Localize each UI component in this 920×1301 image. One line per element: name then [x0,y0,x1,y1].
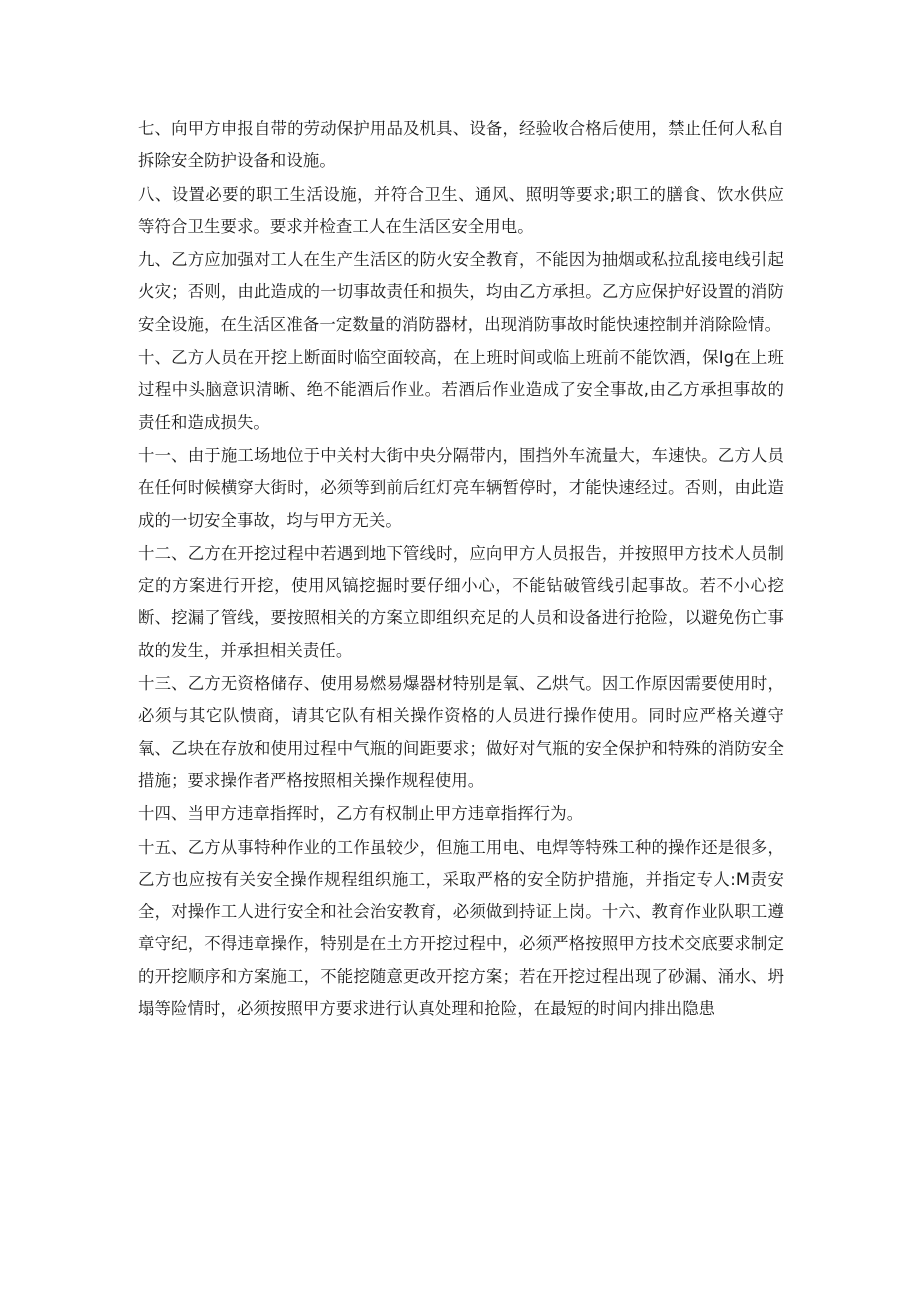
document-body [138,113,784,1026]
paragraph-12: 十二、乙方在开挖过程中若遇到地下管线时，应向甲方人员报告，并按照甲方技术人员制定的方案进行开挖，使用风镐挖掘时要仔细小心，不能钻破管线引起事故。若不小心挖断、挖漏了管线，要按照相关的方案立即组织充足的人员和设备进行抢险，以避免伤亡事故的发生，并承担相关责任。 [138,543,784,660]
paragraph-7: 七、向甲方申报自带的劳动保护用品及机具、设备，经验收合格后使用，禁止任何人私自拆除安全防护设备和设施。 [138,119,784,171]
paragraph-8: 八、设置必要的职工生活设施，并符合卫生、通风、照明等要求;职工的膳食、饮水供应等符合卫生要求。要求并检查工人在生活区安全用电。 [138,184,784,236]
paragraph-9: 九、乙方应加强对工人在生产生活区的防火安全教育，不能因为抽烟或私拉乱接电线引起火灾；否则，由此造成的一切事故责任和损失，均由乙方承担。乙方应保护好设置的消防安全设施，在生活区准备一定数量的消防器材，出现消防事故时能快速控制并消除险情。 [138,250,784,334]
paragraph-14: 十四、当甲方违章指挥时，乙方有权制止甲方违章指挥行为。 [138,804,584,824]
paragraph-15: 十五、乙方从事特种作业的工作虽较少，但施工用电、电焊等特殊工种的操作还是很多，乙方也应按有关安全操作规程组织施工，采取严格的安全防护措施，并指定专人:M责安全，对操作工人进行安全和社会治安教育，必须做到持证上岗。十六、教育作业队职工遵章守纪，不得违章操作，特别是在土方开挖过程中，必须严格按照甲方技术交底要求制定的开挖顺序和方案施工，不能挖随意更改开挖方案；若在开挖过程出现了砂漏、涌水、坍塌等险情时，必须按照甲方要求进行认真处理和抢险，在最短的时间内排出隐患 [138,837,784,1019]
paragraph-10: 十、乙方人员在开挖上断面时临空面较高，在上班时间或临上班前不能饮酒，保Ig在上班过程中头脑意识清晰、绝不能酒后作业。若酒后作业造成了安全事故,由乙方承担事故的责任和造成损失。 [138,348,784,432]
paragraph-11: 十一、由于施工场地位于中关村大街中央分隔带内，围挡外车流量大，车速快。乙方人员在任何时候横穿大街时，必须等到前后红灯亮车辆暂停时，才能快速经过。否则，由此造成的一切安全事故，均与甲方无关。 [138,445,784,530]
paragraph-13: 十三、乙方无资格储存、使用易燃易爆器材特别是氧、乙烘气。因工作原因需要使用时，必须与其它队愦商，请其它队有相关操作资格的人员进行操作使用。同时应严格关遵守氧、乙块在存放和使用过程中气瓶的间距要求；做好对气瓶的安全保护和特殊的消防安全措施；要求操作者严格按照相关操作规程使用。 [138,674,784,790]
